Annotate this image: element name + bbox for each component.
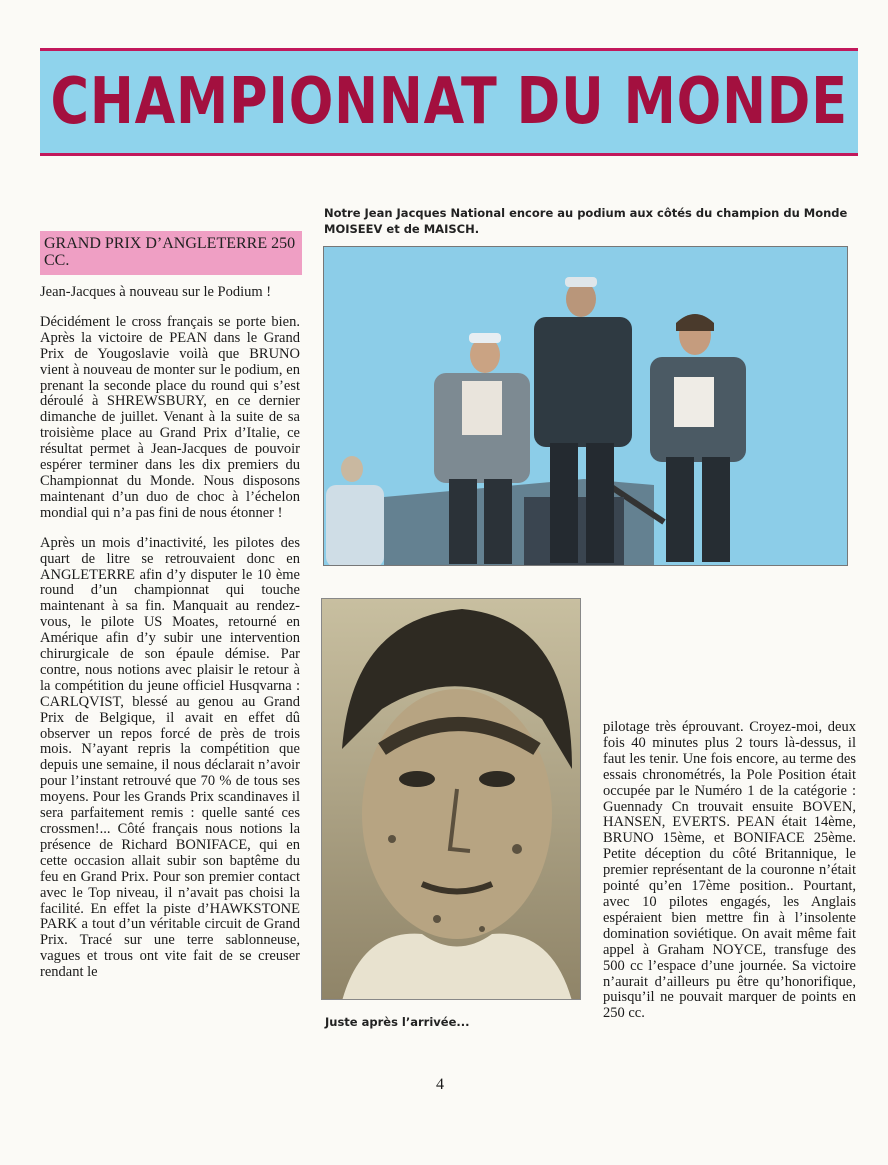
article-subheading: Jean-Jacques à nouveau sur le Podium ! [40, 284, 272, 300]
article-paragraph-3: pilotage très éprouvant. Croyez-moi, deux fois 40 minutes plus 2 tours là-dessus, il faut les tenir. Une fois encore, au terme des essais chronométrés, la Pole Position était occupée par le Numéro 1 de la catégorie : Guennady Cn trouvait ensuite BOVEN, HANSEN, EVERTS. PEAN était 14ème, BRUNO 15ème, et BONIFACE 25ème. Petite déception du côté Britannique, le premier représentant de la couronne n’était pointé qu’en 17ème position.. Pourtant, avec 10 pilotes engagés, les Anglais espéraient bien mettre fin à l’insolente domination soviétique. On avait même fait appel à Graham NOYCE, transfuge des 500 cc l’espace d’une journée. Sa victoire n’aurait d’ailleurs pu être qu’honorifique, puisqu’il ne pouvait marquer de points en 250 cc. [603, 719, 856, 1022]
portrait-caption: Juste après l’arrivée... [325, 1015, 470, 1029]
article-left-column [40, 285, 300, 981]
title-banner [40, 48, 858, 156]
podium-photo [323, 246, 848, 566]
page-number: 4 [436, 1076, 444, 1093]
article-paragraph-2: Après un mois d’inactivité, les pilotes des quart de litre se retrouvaient donc en ANGLETERRE afin d’y disputer le 10 ème round d’un championnat qui touche maintenant à sa fin. Manquait au rendez-vous, le pilote US Moates, retourné en Amérique afin d’y subir une intervention chirurgicale de son épaule démise. Par contre, nous notions avec plaisir le retour à la compétition du jeune officiel Husqvarna : CARLQVIST, blessé au genou au Grand Prix de Belgique, il avait en effet dû observer un repos forcé de près de trois mois. N’ayant repris la compétition que depuis une semaine, il nous déclarait n’avoir pour l’instant retrouvé que 70 % de tous ses moyens. Pour les Grands Prix scandinaves il sera parfaitement remis : quelle santé ces crossmen!... Côté français nous notions la présence de Richard BONIFACE, qui en cette occasion allait subir son baptême du feu en Grand Prix. Pour son premier contact avec le Top niveau, il n’avait pas choisi la facilité. En effet la piste d’HAWKSTONE PARK a tout d’un véritable circuit de Grand Prix. Tracé sur une terre sablonneuse, vagues et trous ont vite fait de se creuser rendant le [40, 534, 300, 981]
article-paragraph-1: Décidément le cross français se porte bien. Après la victoire de PEAN dans le Grand Prix de Yougoslavie voilà que BRUNO vient à nouveau de monter sur le podium, en prenant la seconde place du round qui s’est déroulé à SHREWSBURY, en ce dernier dimanche de juillet. Venant à la suite de sa troisième place au Grand Prix d’Italie, ce résultat permet à Jean-Jacques de pouvoir espérer terminer dans les dix premiers du Championnat du Monde. Nous disposons maintenant d’un duo de choc à l’échelon mondial qui n’a pas fini de nous étonner ! [40, 313, 300, 521]
page-title: CHAMPIONNAT DU MONDE [50, 65, 848, 139]
article-right-column [603, 720, 856, 1022]
portrait-photo [321, 598, 581, 1000]
section-heading: GRAND PRIX D’ANGLETERRE 250 CC. [40, 231, 302, 275]
podium-caption: Notre Jean Jacques National encore au podium aux côtés du champion du Monde MOISEEV et de MAISCH. [324, 206, 848, 236]
